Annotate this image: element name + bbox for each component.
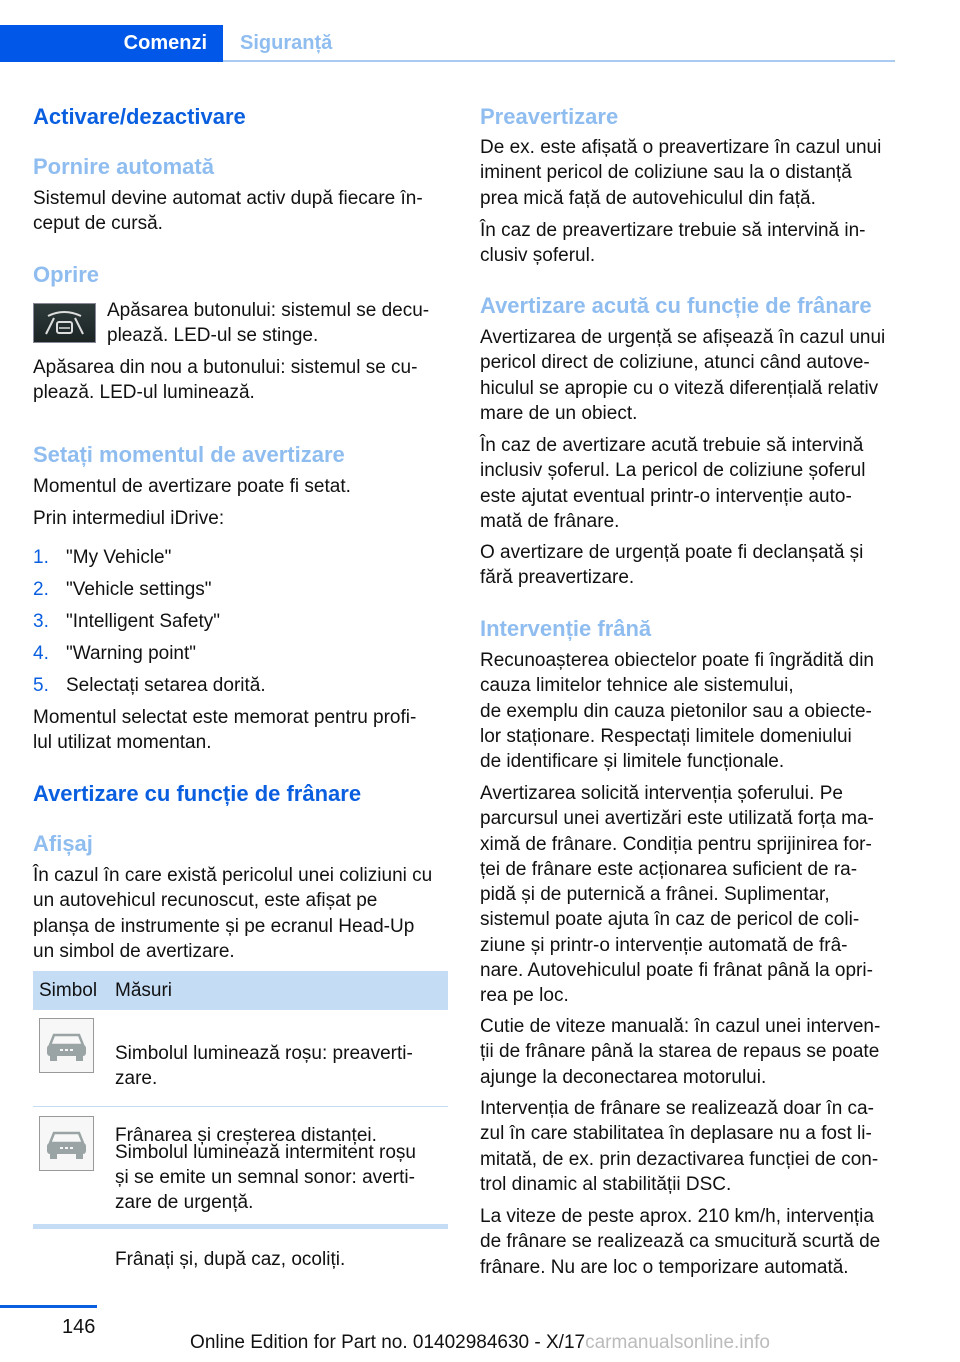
list-item [33,609,220,634]
list-text: "Intelligent Safety" [66,611,220,632]
paragraph: În caz de preavertizare trebuie să intervină in- clusiv șoferul. [480,220,866,267]
list-item [33,545,171,570]
paragraph: La viteze de peste aprox. 210 km/h, intervenția de frânare se realizează ca smucitură scurtă de frânare. Nu are loc o temporizare automată. [480,1206,881,1278]
measure-line: Simbolul luminează roșu: preaverti- zare. [115,1043,413,1089]
paragraph: În cazul în care există pericolul unei coliziuni cu un autovehicul recunoscut, este afișat pe planșa de instrumente și pe ecranul Head-Up un simbol de avertizare. [33,865,433,962]
table-row [33,1010,448,1146]
measure-line: Frânați și, după caz, ocoliți. [115,1249,346,1270]
heading-afisaj: Afișaj [33,831,93,856]
page-number: 146 [62,1316,96,1338]
watermark: carmanualsonline.info [585,1332,770,1353]
list-text: "Warning point" [66,643,197,664]
paragraph: Momentul de avertizare poate fi setat. [33,476,351,497]
paragraph: Momentul selectat este memorat pentru profi- lul utilizat momentan. [33,707,417,754]
heading-activare: Activare/dezactivare [33,104,246,129]
footer-edition [0,1332,960,1354]
paragraph: De ex. este afișată o preavertizare în cazul unui iminent pericol de coliziune sau la o distanță prea mică față de autovehiculul din față. [480,137,882,209]
measure-line: Simbolul luminează intermitent roșu și se emite un semnal sonor: averti- zare de urgență. [115,1142,416,1213]
tab-comenzi[interactable]: Comenzi [0,25,223,62]
heading-setati: Setați momentul de avertizare [33,442,345,467]
list-number: 4. [33,643,49,664]
paragraph: Sistemul devine automat activ după fiecare în- ceput de cursă. [33,188,423,235]
paragraph: Recunoașterea obiectelor poate fi îngrădită din cauza limitelor tehnice ale sistemului, de exemplu din cauza pietonilor sau a obiecte- lor staționare. Respectați limitele domeniului de identificare și limitele funcționale. [480,650,874,773]
heading-preavertizare: Preavertizare [480,104,619,129]
list-number: 5. [33,675,49,696]
table-header [33,971,448,1010]
heading-interventie-frana: Intervenție frână [480,616,652,641]
list-number: 2. [33,579,49,600]
car-warning-icon [39,1116,94,1171]
paragraph: În caz de avertizare acută trebuie să intervină inclusiv șoferul. La pericol de coliziune șoferul este ajutat eventual printr-o intervenție auto- mată de frânare. [480,435,866,532]
paragraph: Apăsarea butonului: sistemul se decu- plează. LED-ul se stinge. [107,300,430,347]
edition-text: Online Edition for Part no. 01402984630 - X/17 [190,1332,586,1353]
heading-oprire: Oprire [33,262,100,287]
header-divider [223,60,895,62]
table-row [33,1107,448,1270]
paragraph: Cutie de viteze manuală: în cazul unei interven- ții de frânare până la starea de repaus se poate ajunge la deconectarea motorului. [480,1016,881,1088]
list-text: "Vehicle settings" [66,579,212,600]
driving-assistant-button-icon [33,303,96,343]
car-warning-icon [39,1018,94,1073]
measure-line: Frânarea și creșterea distanței. [115,1125,377,1146]
list-item [33,641,196,666]
list-number: 1. [33,547,49,568]
paragraph: Avertizarea solicită intervenția șoferului. Pe parcursul unei avertizări este utilizată forța ma- ximă de frânare. Condiția pentru sprijinirea for- ței de frânare este acționarea suficient de ra- pidă și de puternică a frânei. Suplimentar, sistemul poate ajuta în caz de pericol de coli- ziune și printr-o intervenție automată de frâ- nare. Autovehiculul poate fi frânat până la opri- rea pe loc. [480,783,874,1007]
list-text: Selectați setarea dorită. [66,675,266,696]
footer-rule [0,1305,97,1308]
paragraph: Intervenția de frânare se realizează doar în ca- zul în care stabilitatea în deplasare nu a fost li- mitată, de ex. prin dezactivarea funcției de con- trol dinamic al stabilității DSC. [480,1098,879,1195]
row-measures [115,1107,448,1304]
list-item [33,577,212,602]
list-item [33,673,266,698]
paragraph: Apăsarea din nou a butonului: sistemul se cu- plează. LED-ul luminează. [33,357,418,404]
list-number: 3. [33,611,49,632]
heading-pornire: Pornire automată [33,154,214,179]
list-text: "My Vehicle" [66,547,172,568]
paragraph: O avertizare de urgență poate fi declanșată și fără preavertizare. [480,542,864,589]
paragraph: Avertizarea de urgență se afișează în cazul unui pericol direct de coliziune, atunci când autove- hiculul se apropie cu o viteză diferențială relativ mare de un obiect. [480,327,886,424]
tab-siguranta[interactable]: Siguranță [240,32,333,54]
column-header-masuri: Măsuri [115,980,173,1001]
column-header-simbol: Simbol [39,980,98,1001]
heading-avertizare: Avertizare cu funcție de frânare [33,781,362,806]
paragraph: Prin intermediul iDrive: [33,508,225,529]
symbol-table [33,971,448,1270]
heading-avertizare-acuta: Avertizare acută cu funcție de frânare [480,293,872,318]
